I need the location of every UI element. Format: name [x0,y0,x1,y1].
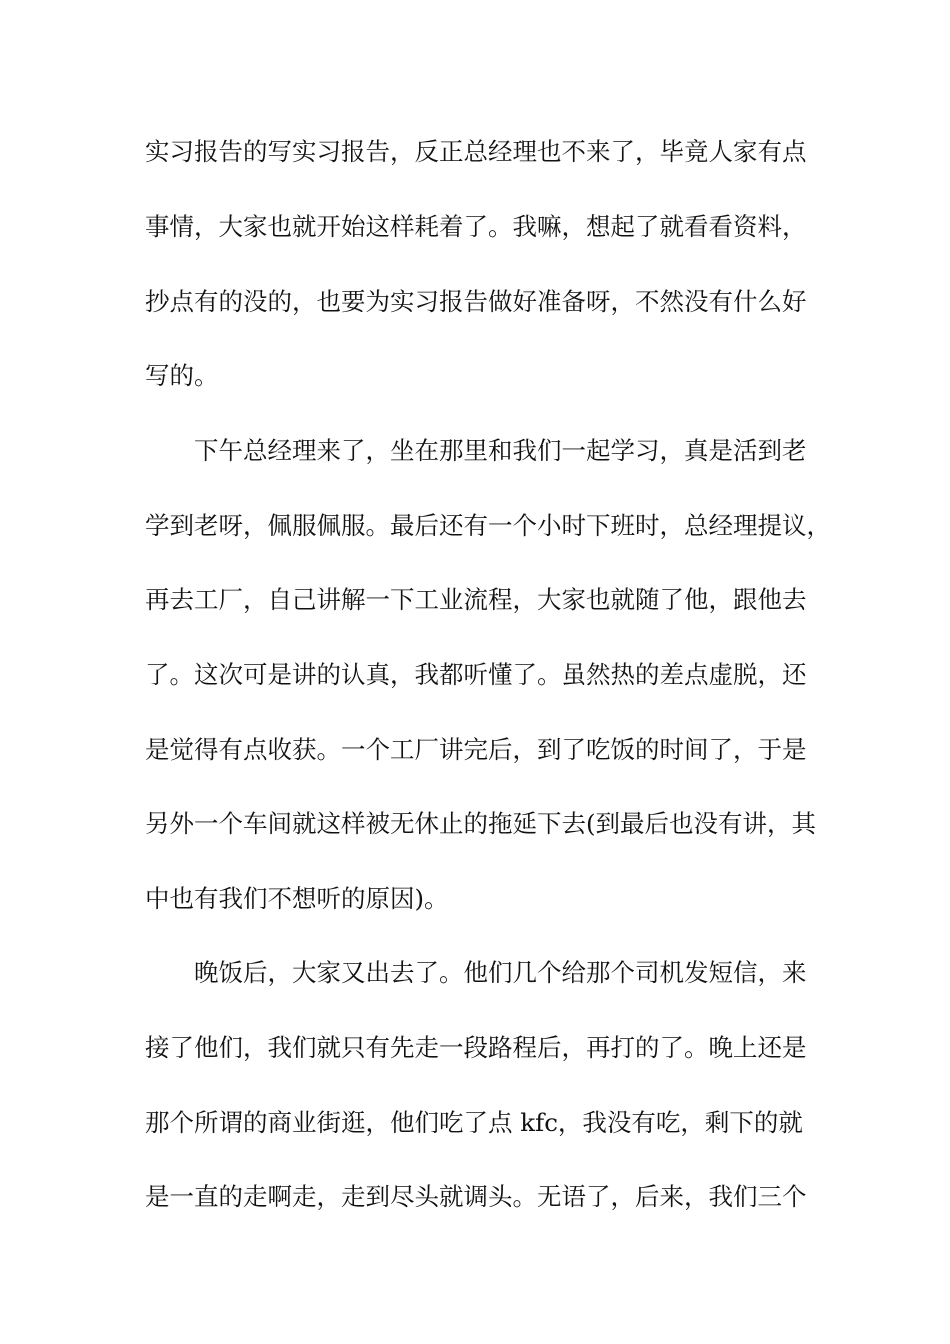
text-line: 事情，大家也就开始这样耗着了。我嘛，想起了就看看资料， [145,212,807,241]
text-line: 是一直的走啊走，走到尽头就调头。无语了，后来，我们三个 [145,1182,807,1211]
text-line: 学到老呀，佩服佩服。最后还有一个小时下班时，总经理提议， [145,511,831,540]
text-line: 写的。 [145,361,219,390]
text-line: 另外一个车间就这样被无休止的拖延下去(到最后也没有讲，其 [145,809,817,838]
text-line: 抄点有的没的，也要为实习报告做好准备呀，不然没有什么好 [145,287,807,316]
text-line: 那个所谓的商业街逛，他们吃了点 kfc，我没有吃，剩下的就 [145,1108,803,1137]
text-line: 了。这次可是讲的认真，我都听懂了。虽然热的差点虚脱，还 [145,660,807,689]
text-line: 接了他们，我们就只有先走一段路程后，再打的了。晚上还是 [145,1033,807,1062]
paragraph-start-line: 下午总经理来了，坐在那里和我们一起学习，真是活到老 [145,436,807,465]
text-line: 是觉得有点收获。一个工厂讲完后，到了吃饭的时间了，于是 [145,735,807,764]
text-line: 再去工厂，自己讲解一下工业流程，大家也就随了他，跟他去 [145,585,807,614]
text-line: 中也有我们不想听的原因)。 [145,884,449,913]
text-line: 实习报告的写实习报告，反正总经理也不来了，毕竟人家有点 [145,137,807,166]
paragraph-start-line: 晚饭后，大家又出去了。他们几个给那个司机发短信，来 [145,958,807,987]
